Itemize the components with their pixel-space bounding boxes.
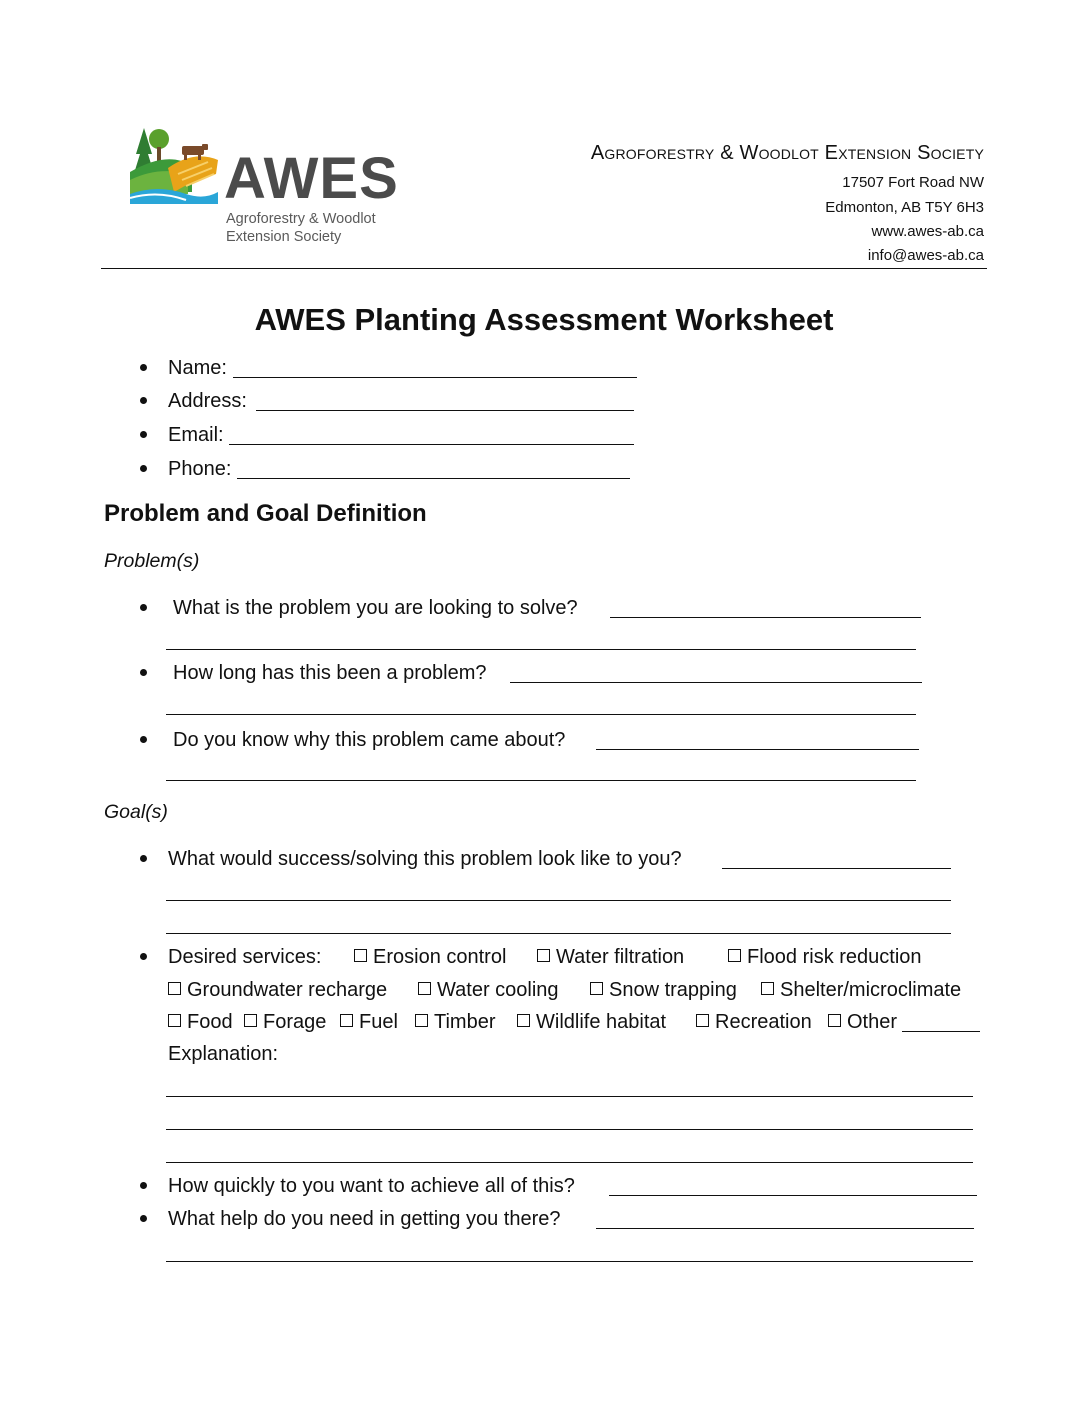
problem-answer-3-continued[interactable]	[166, 780, 916, 781]
service-water-filtration[interactable]: Water filtration	[537, 945, 684, 969]
bullet-icon	[140, 431, 147, 438]
success-answer-line-3[interactable]	[166, 933, 951, 934]
success-question: What would success/solving this problem look like to you?	[168, 848, 682, 870]
service-timber[interactable]: Timber	[415, 1010, 495, 1034]
help-answer[interactable]	[596, 1228, 974, 1229]
checkbox-icon[interactable]	[168, 1014, 181, 1027]
service-shelter-microclimate[interactable]: Shelter/microclimate	[761, 978, 961, 1002]
problems-heading: Problem(s)	[104, 550, 200, 572]
success-answer-line-2[interactable]	[166, 900, 951, 901]
checkbox-icon[interactable]	[537, 949, 550, 962]
service-wildlife-habitat[interactable]: Wildlife habitat	[517, 1010, 666, 1034]
problem-question-1: What is the problem you are looking to solve?	[173, 597, 578, 619]
address-label: Address:	[168, 390, 247, 412]
bullet-icon	[140, 736, 147, 743]
address-city: Edmonton, AB T5Y 6H3	[825, 199, 984, 216]
bullet-icon	[140, 855, 147, 862]
bullet-icon	[140, 364, 147, 371]
checkbox-icon[interactable]	[340, 1014, 353, 1027]
problem-answer-1[interactable]	[610, 617, 921, 618]
service-recreation[interactable]: Recreation	[696, 1010, 812, 1034]
awes-logo-icon	[128, 122, 220, 208]
email-field[interactable]	[229, 444, 634, 445]
explanation-line-1[interactable]	[166, 1096, 973, 1097]
checkbox-icon[interactable]	[415, 1014, 428, 1027]
logo-subtitle-line2: Extension Society	[226, 229, 342, 245]
address-field[interactable]	[256, 410, 634, 411]
checkbox-icon[interactable]	[517, 1014, 530, 1027]
service-fuel[interactable]: Fuel	[340, 1010, 398, 1034]
bullet-icon	[140, 669, 147, 676]
header-divider	[101, 268, 987, 269]
service-groundwater-recharge[interactable]: Groundwater recharge	[168, 978, 387, 1002]
problem-answer-1-continued[interactable]	[166, 649, 916, 650]
goals-heading: Goal(s)	[104, 801, 168, 823]
phone-field[interactable]	[237, 478, 630, 479]
service-food[interactable]: Food	[168, 1010, 233, 1034]
bullet-icon	[140, 397, 147, 404]
bullet-icon	[140, 1215, 147, 1222]
organization-name: Agroforestry & Woodlot Extension Society	[590, 142, 984, 164]
checkbox-icon[interactable]	[244, 1014, 257, 1027]
checkbox-icon[interactable]	[761, 982, 774, 995]
service-water-cooling[interactable]: Water cooling	[418, 978, 559, 1002]
service-erosion-control[interactable]: Erosion control	[354, 945, 506, 969]
checkbox-icon[interactable]	[828, 1014, 841, 1027]
address-street: 17507 Fort Road NW	[842, 174, 984, 191]
bullet-icon	[140, 953, 147, 960]
service-other[interactable]: Other	[828, 1010, 897, 1034]
name-label: Name:	[168, 357, 227, 379]
bullet-icon	[140, 465, 147, 472]
checkbox-icon[interactable]	[696, 1014, 709, 1027]
speed-question: How quickly to you want to achieve all of this?	[168, 1175, 575, 1197]
services-label: Desired services:	[168, 946, 322, 968]
checkbox-icon[interactable]	[728, 949, 741, 962]
checkbox-icon[interactable]	[418, 982, 431, 995]
page-title: AWES Planting Assessment Worksheet	[254, 302, 834, 337]
email-label: Email:	[168, 424, 224, 446]
problem-answer-2-continued[interactable]	[166, 714, 916, 715]
name-field[interactable]	[233, 377, 637, 378]
bullet-icon	[140, 604, 147, 611]
service-snow-trapping[interactable]: Snow trapping	[590, 978, 737, 1002]
problem-question-2: How long has this been a problem?	[173, 662, 487, 684]
bullet-icon	[140, 1182, 147, 1189]
service-forage[interactable]: Forage	[244, 1010, 326, 1034]
website-link[interactable]: www.awes-ab.ca	[871, 223, 984, 240]
checkbox-icon[interactable]	[354, 949, 367, 962]
phone-label: Phone:	[168, 458, 232, 480]
email-link[interactable]: info@awes-ab.ca	[867, 247, 984, 264]
problem-question-3: Do you know why this problem came about?	[173, 729, 566, 751]
explanation-line-3[interactable]	[166, 1162, 973, 1163]
logo-subtitle-line1: Agroforestry & Woodlot	[226, 211, 376, 227]
service-flood-risk-reduction[interactable]: Flood risk reduction	[728, 945, 922, 969]
checkbox-icon[interactable]	[168, 982, 181, 995]
logo-wordmark: AWES	[224, 146, 399, 211]
problem-answer-3[interactable]	[596, 749, 919, 750]
problem-answer-2[interactable]	[510, 682, 922, 683]
checkbox-icon[interactable]	[590, 982, 603, 995]
speed-answer[interactable]	[609, 1195, 977, 1196]
service-other-field[interactable]	[902, 1031, 980, 1032]
section-heading: Problem and Goal Definition	[104, 500, 427, 527]
help-question: What help do you need in getting you there?	[168, 1208, 561, 1230]
success-answer[interactable]	[722, 868, 951, 869]
help-answer-continued[interactable]	[166, 1261, 973, 1262]
explanation-label: Explanation:	[168, 1043, 279, 1065]
explanation-line-2[interactable]	[166, 1129, 973, 1130]
